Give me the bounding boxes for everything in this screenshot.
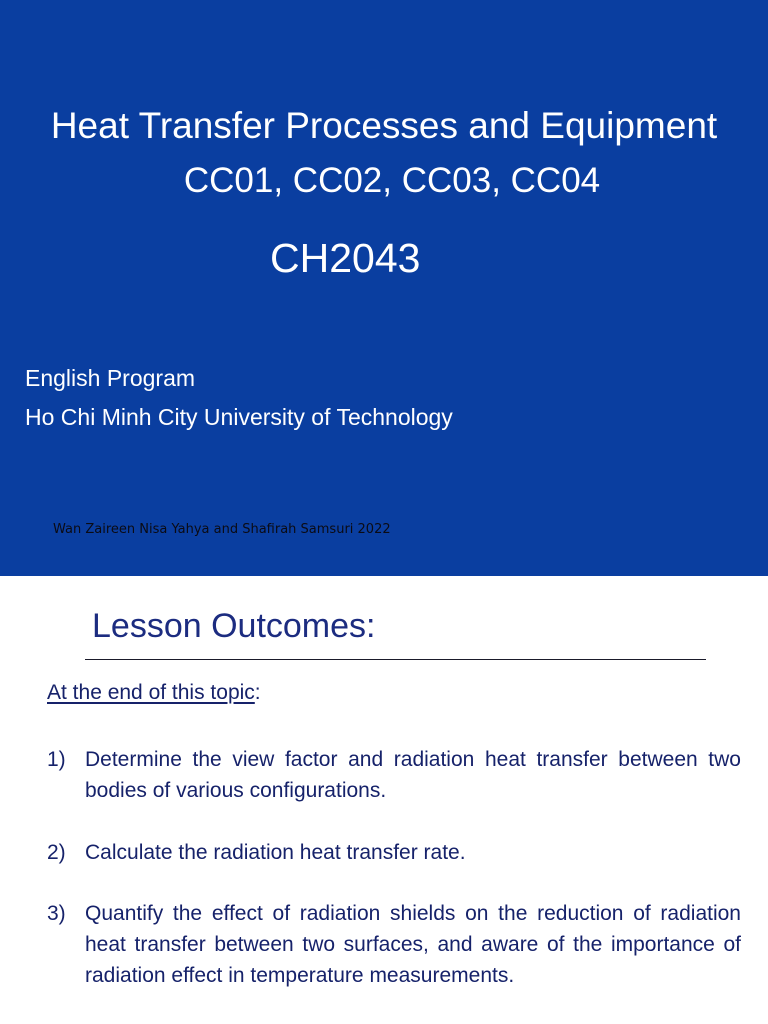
outcomes-intro-colon: : — [254, 681, 261, 704]
course-code: CH2043 — [270, 235, 421, 281]
outcome-text: Determine the view factor and radiation heat transfer between two bodies of various configurations. — [85, 748, 741, 802]
outcome-number: 3) — [47, 902, 66, 925]
outcome-text: Quantify the effect of radiation shields on the reduction of radiation heat transfer between two surfaces, and aware of the importance of radiation effect in temperature measurements. — [85, 902, 741, 987]
heading-divider — [85, 659, 706, 660]
outcome-item — [47, 837, 741, 868]
outcome-item — [47, 898, 741, 991]
outcome-item — [47, 744, 741, 806]
outcome-number: 1) — [47, 748, 66, 771]
university-name: Ho Chi Minh City University of Technology — [25, 404, 453, 430]
program-name: English Program — [25, 365, 196, 391]
course-title: Heat Transfer Processes and Equipment — [50, 105, 718, 146]
outcomes-intro — [47, 680, 261, 706]
outcome-number: 2) — [47, 841, 66, 864]
lesson-outcomes-heading: Lesson Outcomes: — [92, 607, 376, 645]
outcomes-intro-underlined: At the end of this topic — [47, 681, 255, 704]
outcome-text: Calculate the radiation heat transfer rate. — [85, 841, 466, 864]
authors-credit: Wan Zaireen Nisa Yahya and Shafirah Samsuri 2022 — [53, 522, 391, 537]
lesson-outcomes-slide — [0, 576, 768, 1024]
class-codes: CC01, CC02, CC03, CC04 — [183, 161, 601, 200]
